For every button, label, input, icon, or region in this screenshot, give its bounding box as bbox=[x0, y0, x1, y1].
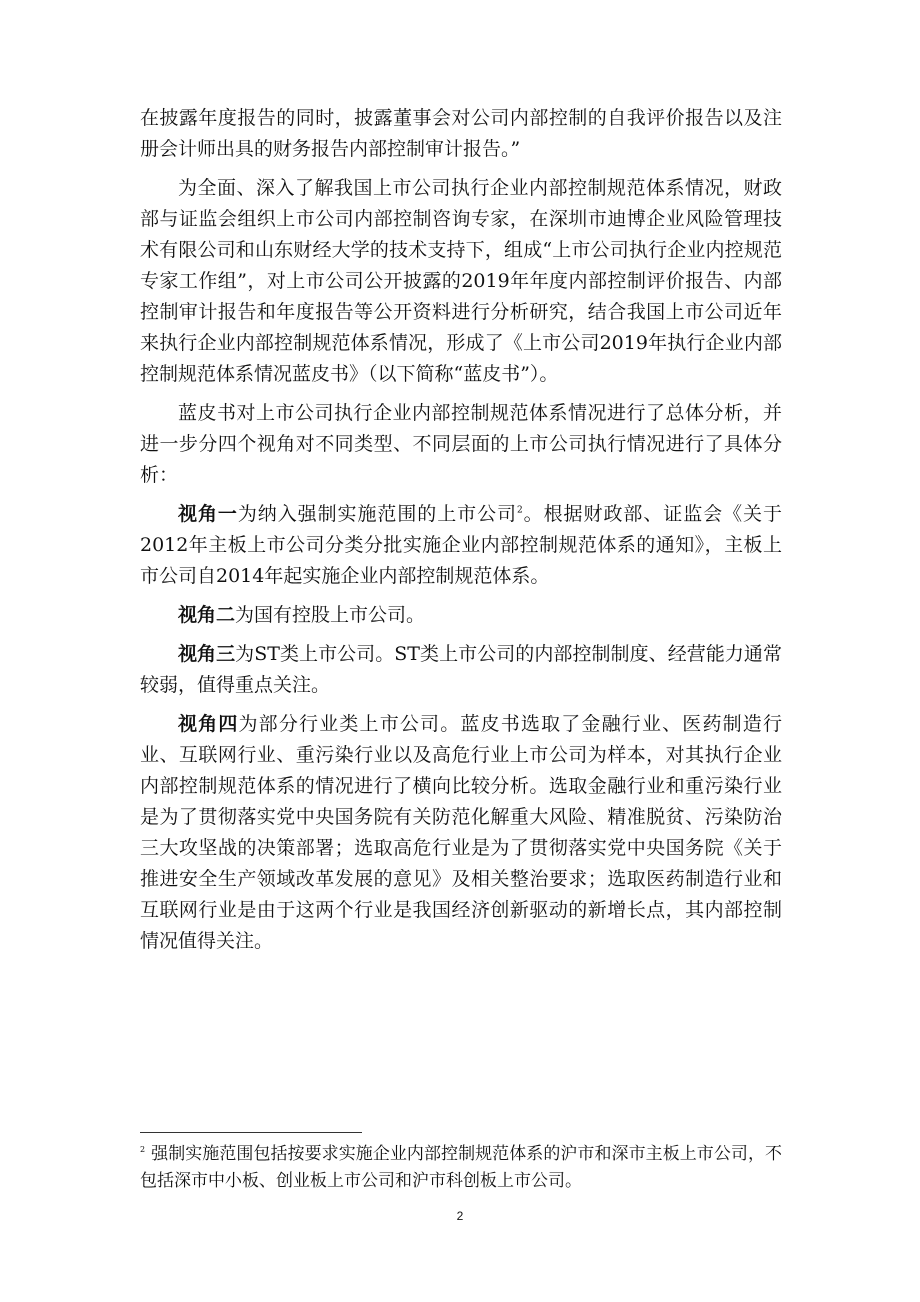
footnote-text: 强制实施范围包括按要求实施企业内部控制规范体系的沪市和深市主板上市公司，不包括深市中小板、创业板上市公司和沪市科创板上市公司。 bbox=[140, 1144, 782, 1191]
footnote-divider bbox=[140, 1132, 362, 1133]
footnote-marker: 2 bbox=[140, 1145, 146, 1155]
perspective-one-text-b: 。根据财政部、证监会《关于2012年主板上市公司分类分批实施企业内部控制规范体系的通知》，主板上市公司自2014年起实施企业内部控制规范体系。 bbox=[140, 503, 782, 587]
paragraph-intro: 为全面、深入了解我国上市公司执行企业内部控制规范体系情况，财政部与证监会组织上市公司内部控制咨询专家，在深圳市迪博企业风险管理技术有限公司和山东财经大学的技术支持下，组成“上市公司执行企业内控规范专家工作组”，对上市公司公开披露的2019年年度内部控制评价报告、内部控制审计报告和年度报告等公开资料进行分析研究，结合我国上市公司近年来执行企业内部控制规范体系情况，形成了《上市公司2019年执行企业内部控制规范体系情况蓝皮书》（以下简称“蓝皮书”）。 bbox=[140, 177, 782, 385]
perspective-two-text: 为国有控股上市公司。 bbox=[235, 604, 426, 626]
perspective-two-label: 视角二 bbox=[178, 604, 236, 626]
paragraph-continuation: 在披露年度报告的同时，披露董事会对公司内部控制的自我评价报告以及注册会计师出具的财务报告内部控制审计报告。” bbox=[140, 107, 782, 160]
paragraph-perspective-three bbox=[140, 639, 782, 701]
perspective-three-text: 为ST类上市公司。ST类上市公司的内部控制制度、经营能力通常较弱，值得重点关注。 bbox=[140, 643, 782, 696]
perspective-four-text: 为部分行业类上市公司。蓝皮书选取了金融行业、医药制造行业、互联网行业、重污染行业以及高危行业上市公司为样本，对其执行企业内部控制规范体系的情况进行了横向比较分析。选取金融行业和重污染行业是为了贯彻落实党中央国务院有关防范化解重大风险、精准脱贫、污染防治三大攻坚战的决策部署；选取高危行业是为了贯彻落实党中央国务院《关于推进安全生产领域改革发展的意见》及相关整治要求；选取医药制造行业和互联网行业是由于这两个行业是我国经济创新驱动的新增长点，其内部控制情况值得关注。 bbox=[140, 713, 782, 952]
paragraph-perspective-four bbox=[140, 709, 782, 957]
paragraph-overview: 蓝皮书对上市公司执行企业内部控制规范体系情况进行了总体分析，并进一步分四个视角对不同类型、不同层面的上市公司执行情况进行了具体分析： bbox=[140, 402, 782, 486]
page-number: 2 bbox=[456, 1209, 464, 1223]
perspective-one-text-a: 为纳入强制实施范围的上市公司 bbox=[237, 503, 517, 525]
footnote bbox=[140, 1141, 782, 1195]
paragraph-perspective-two bbox=[140, 600, 782, 631]
perspective-one-label: 视角一 bbox=[178, 503, 238, 525]
footnote-reference[interactable]: 2 bbox=[517, 505, 523, 516]
paragraph-perspective-one bbox=[140, 499, 782, 592]
perspective-four-label: 视角四 bbox=[178, 713, 239, 735]
perspective-three-label: 视角三 bbox=[178, 643, 236, 665]
body-text bbox=[140, 103, 782, 965]
